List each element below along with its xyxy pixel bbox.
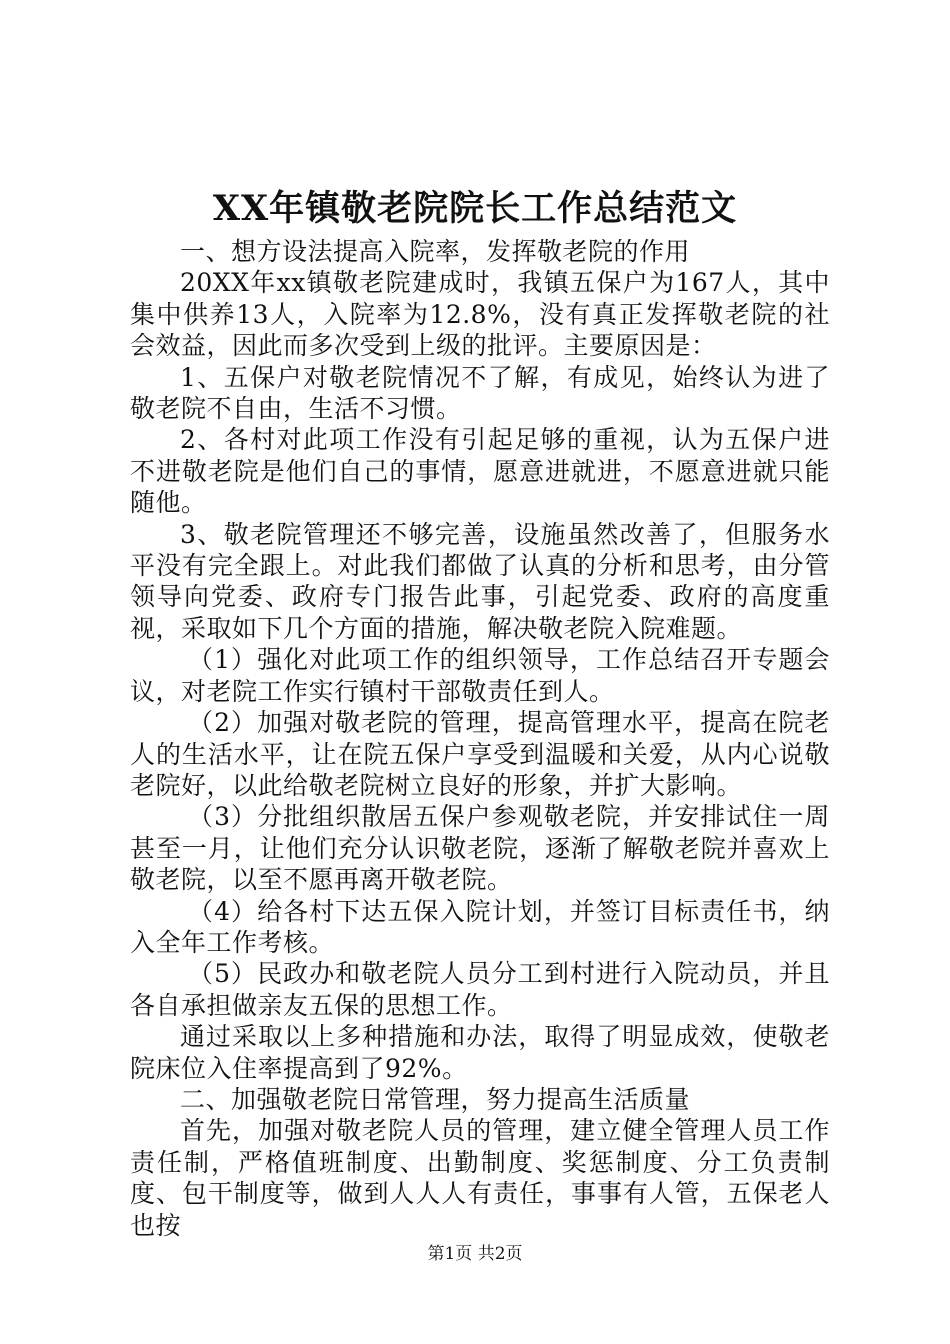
paragraph: （1）强化对此项工作的组织领导，工作总结召开专题会议，对老院工作实行镇村干部敬责任到人。 <box>130 645 830 706</box>
paragraph: 通过采取以上多种措施和办法，取得了明显成效，使敬老院床位入住率提高到了92%。 <box>130 1022 830 1083</box>
paragraph: 2、各村对此项工作没有引起足够的重视，认为五保户进不进敬老院是他们自己的事情，愿意进就进，不愿意进就只能随他。 <box>130 425 830 518</box>
paragraph: 3、敬老院管理还不够完善，设施虽然改善了，但服务水平没有完全跟上。对此我们都做了认真的分析和思考，由分管领导向党委、政府专门报告此事，引起党委、政府的高度重视，采取如下几个方面的措施，解决敬老院入院难题。 <box>130 519 830 643</box>
paragraph: 20XX年xx镇敬老院建成时，我镇五保户为167人，其中集中供养13人，入院率为12.8%，没有真正发挥敬老院的社会效益，因此而多次受到上级的批评。主要原因是： <box>130 268 830 361</box>
paragraph: 1、五保户对敬老院情况不了解，有成见，始终认为进了敬老院不自由，生活不习惯。 <box>130 362 830 424</box>
section-heading-1: 一、想方设法提高入院率，发挥敬老院的作用 <box>180 237 691 266</box>
paragraph: 首先，加强对敬老院人员的管理，建立健全管理人员工作责任制，严格值班制度、出勤制度、奖惩制度、分工负责制度、包干制度等，做到人人人有责任，事事有人管，五保老人也按 <box>130 1116 830 1240</box>
paragraph: （5）民政办和敬老院人员分工到村进行入院动员，并且各自承担做亲友五保的思想工作。 <box>130 959 830 1020</box>
document-body <box>130 236 830 1241</box>
paragraph: （2）加强对敬老院的管理，提高管理水平，提高在院老人的生活水平，让在院五保户享受到温暖和关爱，从内心说敬老院好，以此给敬老院树立良好的形象，并扩大影响。 <box>130 708 830 800</box>
page-footer: 第1页 共2页 <box>427 1244 523 1264</box>
paragraph: （3）分批组织散居五保户参观敬老院，并安排试住一周甚至一月，让他们充分认识敬老院，逐渐了解敬老院并喜欢上敬老院，以至不愿再离开敬老院。 <box>130 802 830 895</box>
paragraph: （4）给各村下达五保入院计划，并签订目标责任书，纳入全年工作考核。 <box>130 896 830 957</box>
document-title: XX年镇敬老院院长工作总结范文 <box>212 188 738 229</box>
section-heading-2: 二、加强敬老院日常管理，努力提高生活质量 <box>180 1084 691 1114</box>
